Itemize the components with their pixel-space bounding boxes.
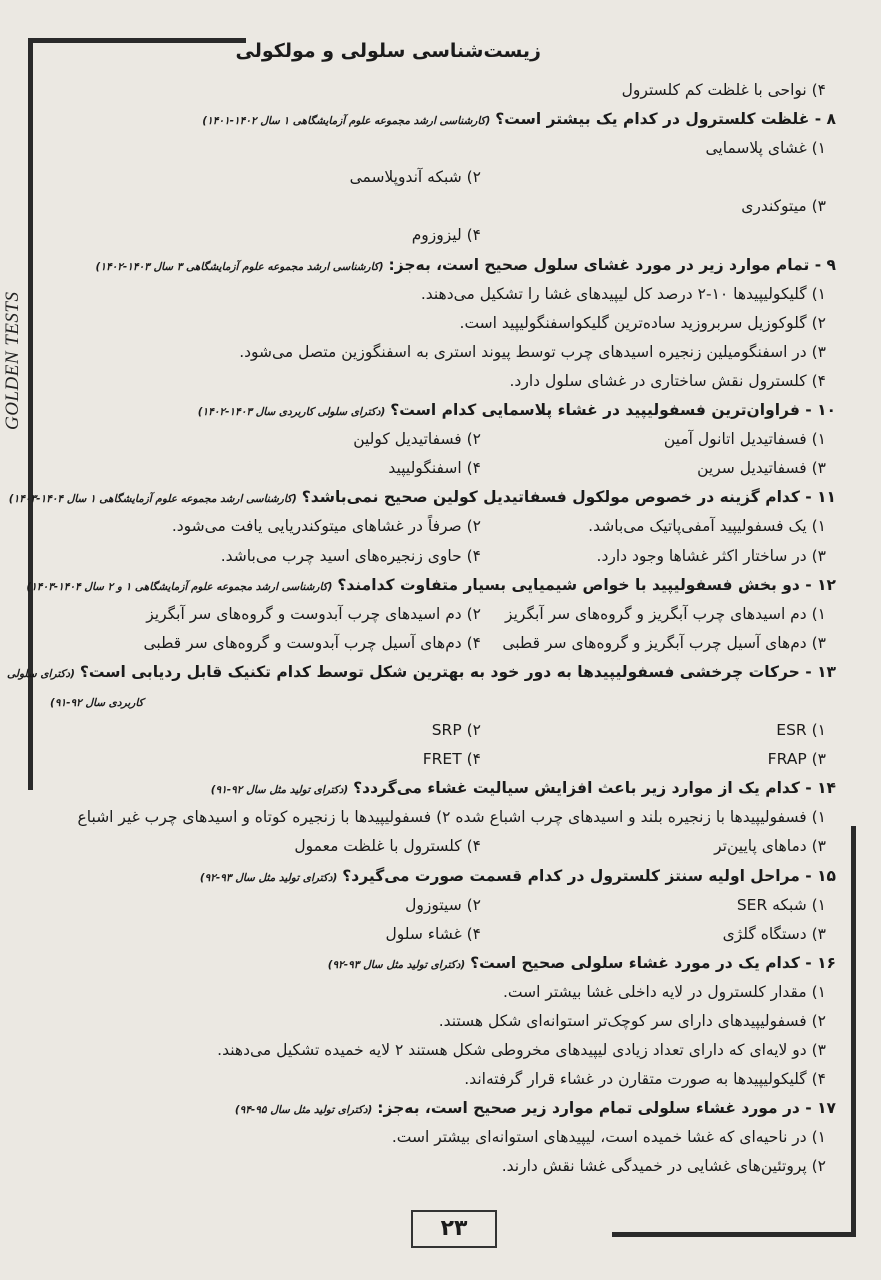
option-line: ۳) میتوکندری — [741, 197, 826, 216]
option-right: ۱) فسفاتیدیل اتانول آمین — [663, 430, 826, 449]
option-right: ۳) فسفاتیدیل سرین — [697, 459, 826, 478]
option-line: ۱) در ناحیه‌ای که غشا خمیده است، لیپیدهای استوانه‌ای بیشتر است. — [391, 1128, 826, 1147]
option-line: ۱) غشای پلاسمایی — [705, 139, 826, 158]
question-text: ۱۴ - کدام یک از موارد زیر باعث افزایش سیالیت غشاء می‌گردد؟ — [353, 779, 836, 798]
option-row — [40, 716, 836, 745]
option-right: ۱) دم اسیدهای چرب آبگریز و گروه‌های سر آبگریز — [505, 604, 826, 623]
question-line — [40, 396, 836, 425]
option-line: ۴) گلیکولیپیدها به صورت متقارن در غشاء قرار گرفته‌اند. — [464, 1070, 826, 1089]
option-line: ۲) گلوکوزیل سربروزید ساده‌ترین گلیکواسفنگولیپید است. — [459, 313, 826, 332]
page-title: زیست‌شناسی سلولی و مولکولی — [235, 40, 541, 62]
option-right: ۳) دم‌های آسیل چرب آبگریز و گروه‌های سر قطبی — [502, 633, 826, 652]
option-line: ۲) پروتئین‌های غشایی در خمیدگی غشا نقش دارند. — [501, 1157, 826, 1176]
option-left: ۴) غشاء سلول — [385, 924, 481, 943]
option-row — [40, 745, 836, 774]
question-line — [40, 774, 836, 803]
option-left: ۴) اسفنگولیپید — [388, 459, 481, 478]
option-right — [481, 221, 836, 250]
option-row — [40, 600, 836, 629]
question-source: (کارشناسی ارشد مجموعه علوم آزمایشگاهی ۱ و ۲ سال ۱۴۰۴-۱۴۰۳) — [26, 580, 333, 593]
question-source: (کارشناسی ارشد مجموعه علوم آزمایشگاهی ۱ سال ۱۴۰۲-۱۴۰۱) — [202, 115, 491, 128]
option-right: ۱) شبکه SER — [736, 895, 826, 914]
frame-right-border — [851, 826, 856, 1237]
question-source-continued — [40, 687, 836, 716]
option-row — [40, 629, 836, 658]
question-line — [40, 251, 836, 280]
frame-top-border — [28, 38, 246, 43]
question-source: (دکترای تولید مثل سال ۹۲-۹۱) — [210, 784, 349, 797]
option-line: ۱) فسفولیپیدها با زنجیره بلند و اسیدهای چرب اشباع شده ۲) فسفولیپیدها با زنجیره کوتاه و اسیدهای چرب غیر اشباع — [77, 808, 826, 827]
question-line — [40, 105, 836, 134]
option-row — [40, 425, 836, 454]
question-source: (دکترای تولید مثل سال ۹۳-۹۲) — [199, 871, 338, 884]
option-left: ۴) حاوی زنجیره‌های اسید چرب می‌باشد. — [220, 546, 481, 565]
option-row — [40, 920, 836, 949]
question-text: ۱۵ - مراحل اولیه سنتز کلسترول در کدام قسمت صورت می‌گیرد؟ — [342, 866, 836, 885]
frame-bottom-border — [612, 1232, 856, 1237]
option-right — [481, 163, 836, 192]
option-left: ۲) سیتوزول — [405, 895, 481, 914]
side-label: GOLDEN TESTS — [2, 291, 23, 430]
question-line — [8, 483, 836, 512]
option-right: ۳) دماهای پایین‌تر — [714, 837, 826, 856]
question-source: (کارشناسی ارشد مجموعه علوم آزمایشگاهی ۳ سال ۱۴۰۳-۱۴۰۲) — [95, 260, 384, 273]
option-row — [40, 512, 836, 541]
option-right: ۳) در ساختار اکثر غشاها وجود دارد. — [596, 546, 826, 565]
question-line — [40, 1094, 836, 1123]
option-left: ۲) SRP — [431, 721, 481, 740]
question-text: ۹ - تمام موارد زیر در مورد غشای سلول صحیح است، به‌جز: — [388, 255, 836, 274]
question-source: (دکترای سلولی کاربردی سال ۱۴۰۳-۱۴۰۲) — [197, 406, 386, 419]
question-text: ۸ - غلظت کلسترول در کدام یک بیشتر است؟ — [495, 110, 836, 129]
option-line: ۲) فسفولیپیدهای دارای سر کوچک‌تر استوانه‌ای شکل هستند. — [438, 1012, 826, 1030]
option-line: ۴) کلسترول نقش ساختاری در غشای سلول دارد. — [509, 371, 826, 390]
option-line: ۱) گلیکولیپیدها ۱۰-۲ درصد کل لیپیدهای غشا را تشکیل می‌دهند. — [420, 284, 826, 303]
option-line: ۳) دو لایه‌ای که دارای تعداد زیادی لیپیدهای مخروطی شکل هستند ۲ لایه خمیده تشکیل می‌دهند. — [217, 1041, 826, 1060]
question-text: ۱۷ - در مورد غشاء سلولی تمام موارد زیر صحیح است، به‌جز: — [377, 1099, 836, 1118]
option-left: ۲) دم اسیدهای چرب آبدوست و گروه‌های سر آبگریز — [146, 604, 481, 623]
option-left: ۴) FRET — [422, 750, 481, 769]
option-row — [40, 221, 836, 250]
option-row — [40, 542, 836, 571]
option-left: ۲) صرفاً در غشاهای میتوکندریایی یافت می‌شود. — [171, 517, 481, 536]
option-left: ۴) دم‌های آسیل چرب آبدوست و گروه‌های سر قطبی — [143, 633, 481, 652]
option-row — [40, 891, 836, 920]
option-right: ۱) ESR — [776, 721, 826, 740]
option-line: ۴) نواحی با غلظت کم کلسترول — [621, 81, 826, 99]
question-text: ۱۳ - حرکات چرخشی فسفولیپیدها به دور خود به بهترین شکل توسط کدام تکنیک قابل ردیابی است؟ — [79, 662, 836, 681]
option-right: ۳) FRAP — [767, 750, 826, 769]
question-source: (دکترای تولید مثل سال ۹۳-۹۲) — [327, 958, 466, 971]
question-line — [26, 571, 836, 600]
option-left: ۴) لیزوزوم — [411, 226, 481, 245]
question-source: کاربردی سال ۹۲-۹۱) — [50, 696, 144, 709]
question-line — [40, 862, 836, 891]
option-line: ۱) مقدار کلسترول در لایه داخلی غشا بیشتر است. — [502, 982, 826, 1001]
question-text: ۱۲ - دو بخش فسفولیپید با خواص شیمیایی بسیار متفاوت کدامند؟ — [337, 575, 836, 594]
option-left: ۲) فسفاتیدیل کولین — [353, 430, 481, 449]
page-number: ۲۳ — [411, 1210, 497, 1248]
question-line — [7, 658, 836, 687]
question-source: (دکترای سلولی — [7, 667, 75, 680]
question-source: (دکترای تولید مثل سال ۹۵-۹۴) — [234, 1104, 373, 1117]
question-line — [40, 949, 836, 978]
question-text: ۱۶ - کدام یک در مورد غشاء سلولی صحیح است؟ — [470, 953, 836, 972]
option-row — [40, 832, 836, 861]
option-row — [40, 163, 836, 192]
question-text: ۱۱ - کدام گزینه در خصوص مولکول فسفاتیدیل کولین صحیح نمی‌باشد؟ — [301, 488, 836, 507]
question-text: ۱۰ - فراوان‌ترین فسفولیپید در غشاء پلاسمایی کدام است؟ — [390, 401, 836, 420]
option-right: ۳) دستگاه گلژی — [722, 924, 826, 943]
option-left: ۴) کلسترول با غلظت معمول — [294, 837, 481, 856]
option-line: ۳) در اسفنگومیلین زنجیره اسیدهای چرب توسط پیوند استری به اسفنگوزین متصل می‌شود. — [239, 342, 826, 361]
option-right: ۱) یک فسفولیپید آمفی‌پاتیک می‌باشد. — [588, 517, 826, 536]
option-row — [40, 454, 836, 483]
question-source: (کارشناسی ارشد مجموعه علوم آزمایشگاهی ۱ سال ۱۴۰۴-۱۴۰۳) — [8, 493, 297, 506]
option-left: ۲) شبکه آندوپلاسمی — [349, 168, 481, 187]
